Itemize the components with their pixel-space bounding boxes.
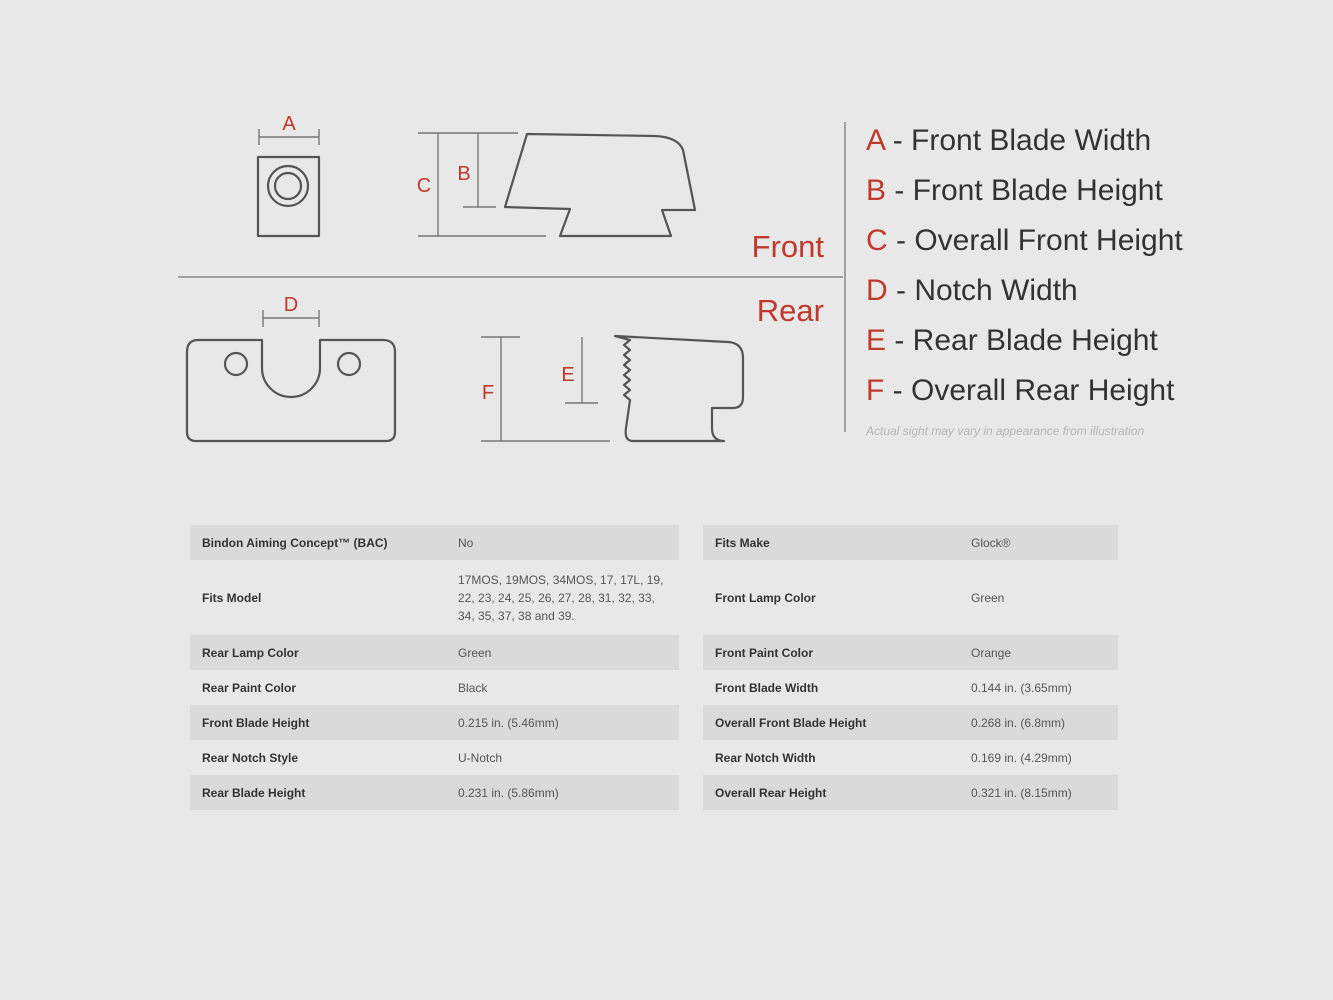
legend-item-d <box>866 270 1183 320</box>
table-row <box>190 740 679 775</box>
legend-item-f <box>866 370 1183 420</box>
rear-sight-left-hole <box>225 353 247 375</box>
rear-sight-right-hole <box>338 353 360 375</box>
legend-text: - Notch Width <box>887 274 1078 307</box>
spec-key: Rear Notch Style <box>190 740 446 775</box>
spec-value: Black <box>446 670 679 705</box>
label-f: F <box>481 382 495 404</box>
dimension-f <box>481 337 610 441</box>
spec-key: Fits Model <box>190 560 446 635</box>
rear-sight-top-view <box>187 340 395 441</box>
label-a: A <box>282 113 296 135</box>
front-sight-top-view <box>258 157 319 236</box>
spec-key: Fits Make <box>703 525 959 560</box>
rear-section-label: Rear <box>756 293 824 328</box>
legend-item-e <box>866 320 1183 370</box>
legend-text: - Overall Front Height <box>887 224 1183 257</box>
legend-letter: A <box>866 124 885 157</box>
spec-value: Glock® <box>959 525 1118 560</box>
spec-value: 0.321 in. (8.15mm) <box>959 775 1118 810</box>
spec-value: 0.215 in. (5.46mm) <box>446 705 679 740</box>
legend-text: - Front Blade Width <box>884 124 1152 157</box>
spec-key: Rear Paint Color <box>190 670 446 705</box>
table-row <box>190 635 679 670</box>
spec-value: 0.268 in. (6.8mm) <box>959 705 1118 740</box>
table-row <box>703 635 1118 670</box>
label-b: B <box>457 163 471 185</box>
spec-value: 0.169 in. (4.29mm) <box>959 740 1118 775</box>
spec-value: 0.231 in. (5.86mm) <box>446 775 679 810</box>
legend-item-a <box>866 120 1183 170</box>
spec-value: Orange <box>959 635 1118 670</box>
legend-text: - Overall Rear Height <box>884 374 1175 407</box>
dimension-a <box>259 113 319 145</box>
front-section-label: Front <box>751 229 824 264</box>
legend-text: - Front Blade Height <box>886 174 1163 207</box>
table-row <box>703 525 1118 560</box>
spec-value: Green <box>446 635 679 670</box>
dimension-d <box>263 294 319 327</box>
rear-sight-side-view <box>615 336 743 441</box>
dimension-c <box>417 133 546 236</box>
spec-key: Rear Notch Width <box>703 740 959 775</box>
table-row <box>190 560 679 635</box>
spec-key: Front Blade Height <box>190 705 446 740</box>
front-sight-side-view <box>505 134 695 236</box>
table-row <box>190 775 679 810</box>
legend-letter: E <box>866 324 887 357</box>
label-e: E <box>561 364 575 386</box>
spec-value: U-Notch <box>446 740 679 775</box>
legend-item-b <box>866 170 1183 220</box>
dimension-e <box>561 337 598 403</box>
spec-key: Bindon Aiming Concept™ (BAC) <box>190 525 446 560</box>
spec-table-right <box>703 525 1118 810</box>
table-row <box>703 670 1118 705</box>
legend-letter: C <box>866 224 888 257</box>
table-row <box>703 560 1118 635</box>
spec-key: Front Paint Color <box>703 635 959 670</box>
legend-letter: F <box>866 374 885 407</box>
spec-key: Rear Blade Height <box>190 775 446 810</box>
spec-key: Overall Rear Height <box>703 775 959 810</box>
table-row <box>190 525 679 560</box>
dimension-b <box>457 133 496 207</box>
spec-value: 0.144 in. (3.65mm) <box>959 670 1118 705</box>
spec-value: 17MOS, 19MOS, 34MOS, 17, 17L, 19, 22, 23, 24, 25, 26, 27, 28, 31, 32, 33, 34, 35, 37, 38 and 39. <box>446 560 679 635</box>
legend-letter: D <box>866 274 888 307</box>
label-d: D <box>283 294 299 316</box>
dimension-legend <box>866 120 1183 420</box>
spec-table-left <box>190 525 679 810</box>
table-row <box>703 705 1118 740</box>
label-c: C <box>416 175 432 197</box>
table-row <box>190 705 679 740</box>
legend-text: - Rear Blade Height <box>886 324 1158 357</box>
legend-item-c <box>866 220 1183 270</box>
spec-value: Green <box>959 560 1118 635</box>
spec-value: No <box>446 525 679 560</box>
spec-key: Overall Front Blade Height <box>703 705 959 740</box>
legend-letter: B <box>866 174 887 207</box>
spec-key: Front Lamp Color <box>703 560 959 635</box>
table-row <box>190 670 679 705</box>
table-row <box>703 740 1118 775</box>
table-row <box>703 775 1118 810</box>
spec-key: Front Blade Width <box>703 670 959 705</box>
spec-key: Rear Lamp Color <box>190 635 446 670</box>
disclaimer-note: Actual sight may vary in appearance from illustration <box>866 424 1145 438</box>
